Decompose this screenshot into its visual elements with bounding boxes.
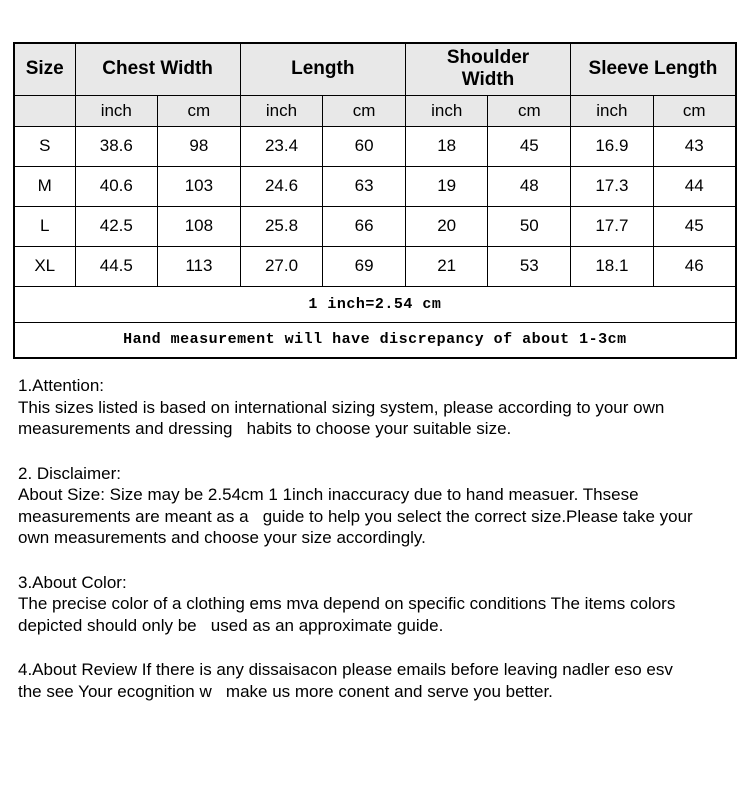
value-cell: 38.6	[75, 126, 158, 166]
size-cell: XL	[14, 246, 75, 286]
value-cell: 98	[158, 126, 241, 166]
header-sleeve-length: Sleeve Length	[571, 43, 736, 95]
section-about-review	[18, 659, 750, 702]
value-cell: 18.1	[571, 246, 654, 286]
value-cell: 44.5	[75, 246, 158, 286]
section-line: About Size: Size may be 2.54cm 1 1inch inaccuracy due to hand measuer. Thsese	[18, 485, 639, 504]
header-shoulder-width-label: Shoulder Width	[446, 47, 530, 91]
size-cell: M	[14, 166, 75, 206]
value-cell: 46	[653, 246, 736, 286]
value-cell: 66	[323, 206, 406, 246]
section-line: the see Your ecognition w make us more conent and serve you better.	[18, 681, 553, 701]
value-cell: 23.4	[240, 126, 323, 166]
section-line: 1.Attention:	[18, 376, 105, 395]
subheader-unit: cm	[323, 95, 406, 126]
table-subheader-row	[14, 95, 736, 126]
value-cell: 27.0	[240, 246, 323, 286]
value-cell: 103	[158, 166, 241, 206]
value-cell: 45	[653, 206, 736, 246]
note-inch-conversion: 1 inch=2.54 cm	[14, 286, 736, 322]
section-line: own measurements and choose your size accordingly.	[18, 528, 426, 547]
header-chest-width: Chest Width	[75, 43, 240, 95]
subheader-unit: inch	[75, 95, 158, 126]
table-row-s	[14, 126, 736, 166]
table-header-row	[14, 43, 736, 95]
value-cell: 113	[158, 246, 241, 286]
value-cell: 42.5	[75, 206, 158, 246]
section-line: 3.About Color:	[18, 572, 127, 592]
subheader-unit: inch	[405, 95, 488, 126]
value-cell: 45	[488, 126, 571, 166]
value-cell: 108	[158, 206, 241, 246]
subheader-unit: inch	[571, 95, 654, 126]
header-shoulder-width	[405, 43, 570, 95]
section-line: 4.About Review If there is any dissaisacon please emails before leaving nadler eso esv	[18, 660, 673, 679]
value-cell: 25.8	[240, 206, 323, 246]
subheader-unit: cm	[488, 95, 571, 126]
note-measurement-discrepancy: Hand measurement will have discrepancy of about 1-3cm	[14, 322, 736, 358]
value-cell: 43	[653, 126, 736, 166]
section-line: measurements are meant as a guide to help you select the correct size.Please take your	[18, 506, 693, 526]
section-about-color	[18, 572, 750, 637]
subheader-empty	[14, 95, 75, 126]
size-cell: S	[14, 126, 75, 166]
section-line: This sizes listed is based on international sizing system, please according to your own	[18, 397, 665, 417]
section-line: measurements and dressing habits to choose your suitable size.	[18, 419, 512, 438]
value-cell: 40.6	[75, 166, 158, 206]
header-length: Length	[240, 43, 405, 95]
value-cell: 63	[323, 166, 406, 206]
value-cell: 17.7	[571, 206, 654, 246]
subheader-unit: cm	[653, 95, 736, 126]
value-cell: 21	[405, 246, 488, 286]
value-cell: 60	[323, 126, 406, 166]
table-row-xl	[14, 246, 736, 286]
value-cell: 44	[653, 166, 736, 206]
value-cell: 53	[488, 246, 571, 286]
table-note-row-conversion	[14, 286, 736, 322]
value-cell: 19	[405, 166, 488, 206]
value-cell: 48	[488, 166, 571, 206]
subheader-unit: cm	[158, 95, 241, 126]
size-chart-table	[13, 42, 737, 359]
section-line: The precise color of a clothing ems mva depend on specific conditions The items colors	[18, 594, 676, 613]
table-row-m	[14, 166, 736, 206]
notes-text-block	[18, 375, 750, 702]
value-cell: 50	[488, 206, 571, 246]
value-cell: 69	[323, 246, 406, 286]
value-cell: 17.3	[571, 166, 654, 206]
table-row-l	[14, 206, 736, 246]
section-disclaimer	[18, 463, 750, 549]
value-cell: 24.6	[240, 166, 323, 206]
section-attention	[18, 375, 750, 440]
size-chart-section	[13, 42, 737, 359]
header-size: Size	[14, 43, 75, 95]
value-cell: 16.9	[571, 126, 654, 166]
value-cell: 20	[405, 206, 488, 246]
section-line: 2. Disclaimer:	[18, 463, 121, 483]
table-note-row-discrepancy	[14, 322, 736, 358]
size-cell: L	[14, 206, 75, 246]
subheader-unit: inch	[240, 95, 323, 126]
value-cell: 18	[405, 126, 488, 166]
section-line: depicted should only be used as an approximate guide.	[18, 615, 444, 635]
